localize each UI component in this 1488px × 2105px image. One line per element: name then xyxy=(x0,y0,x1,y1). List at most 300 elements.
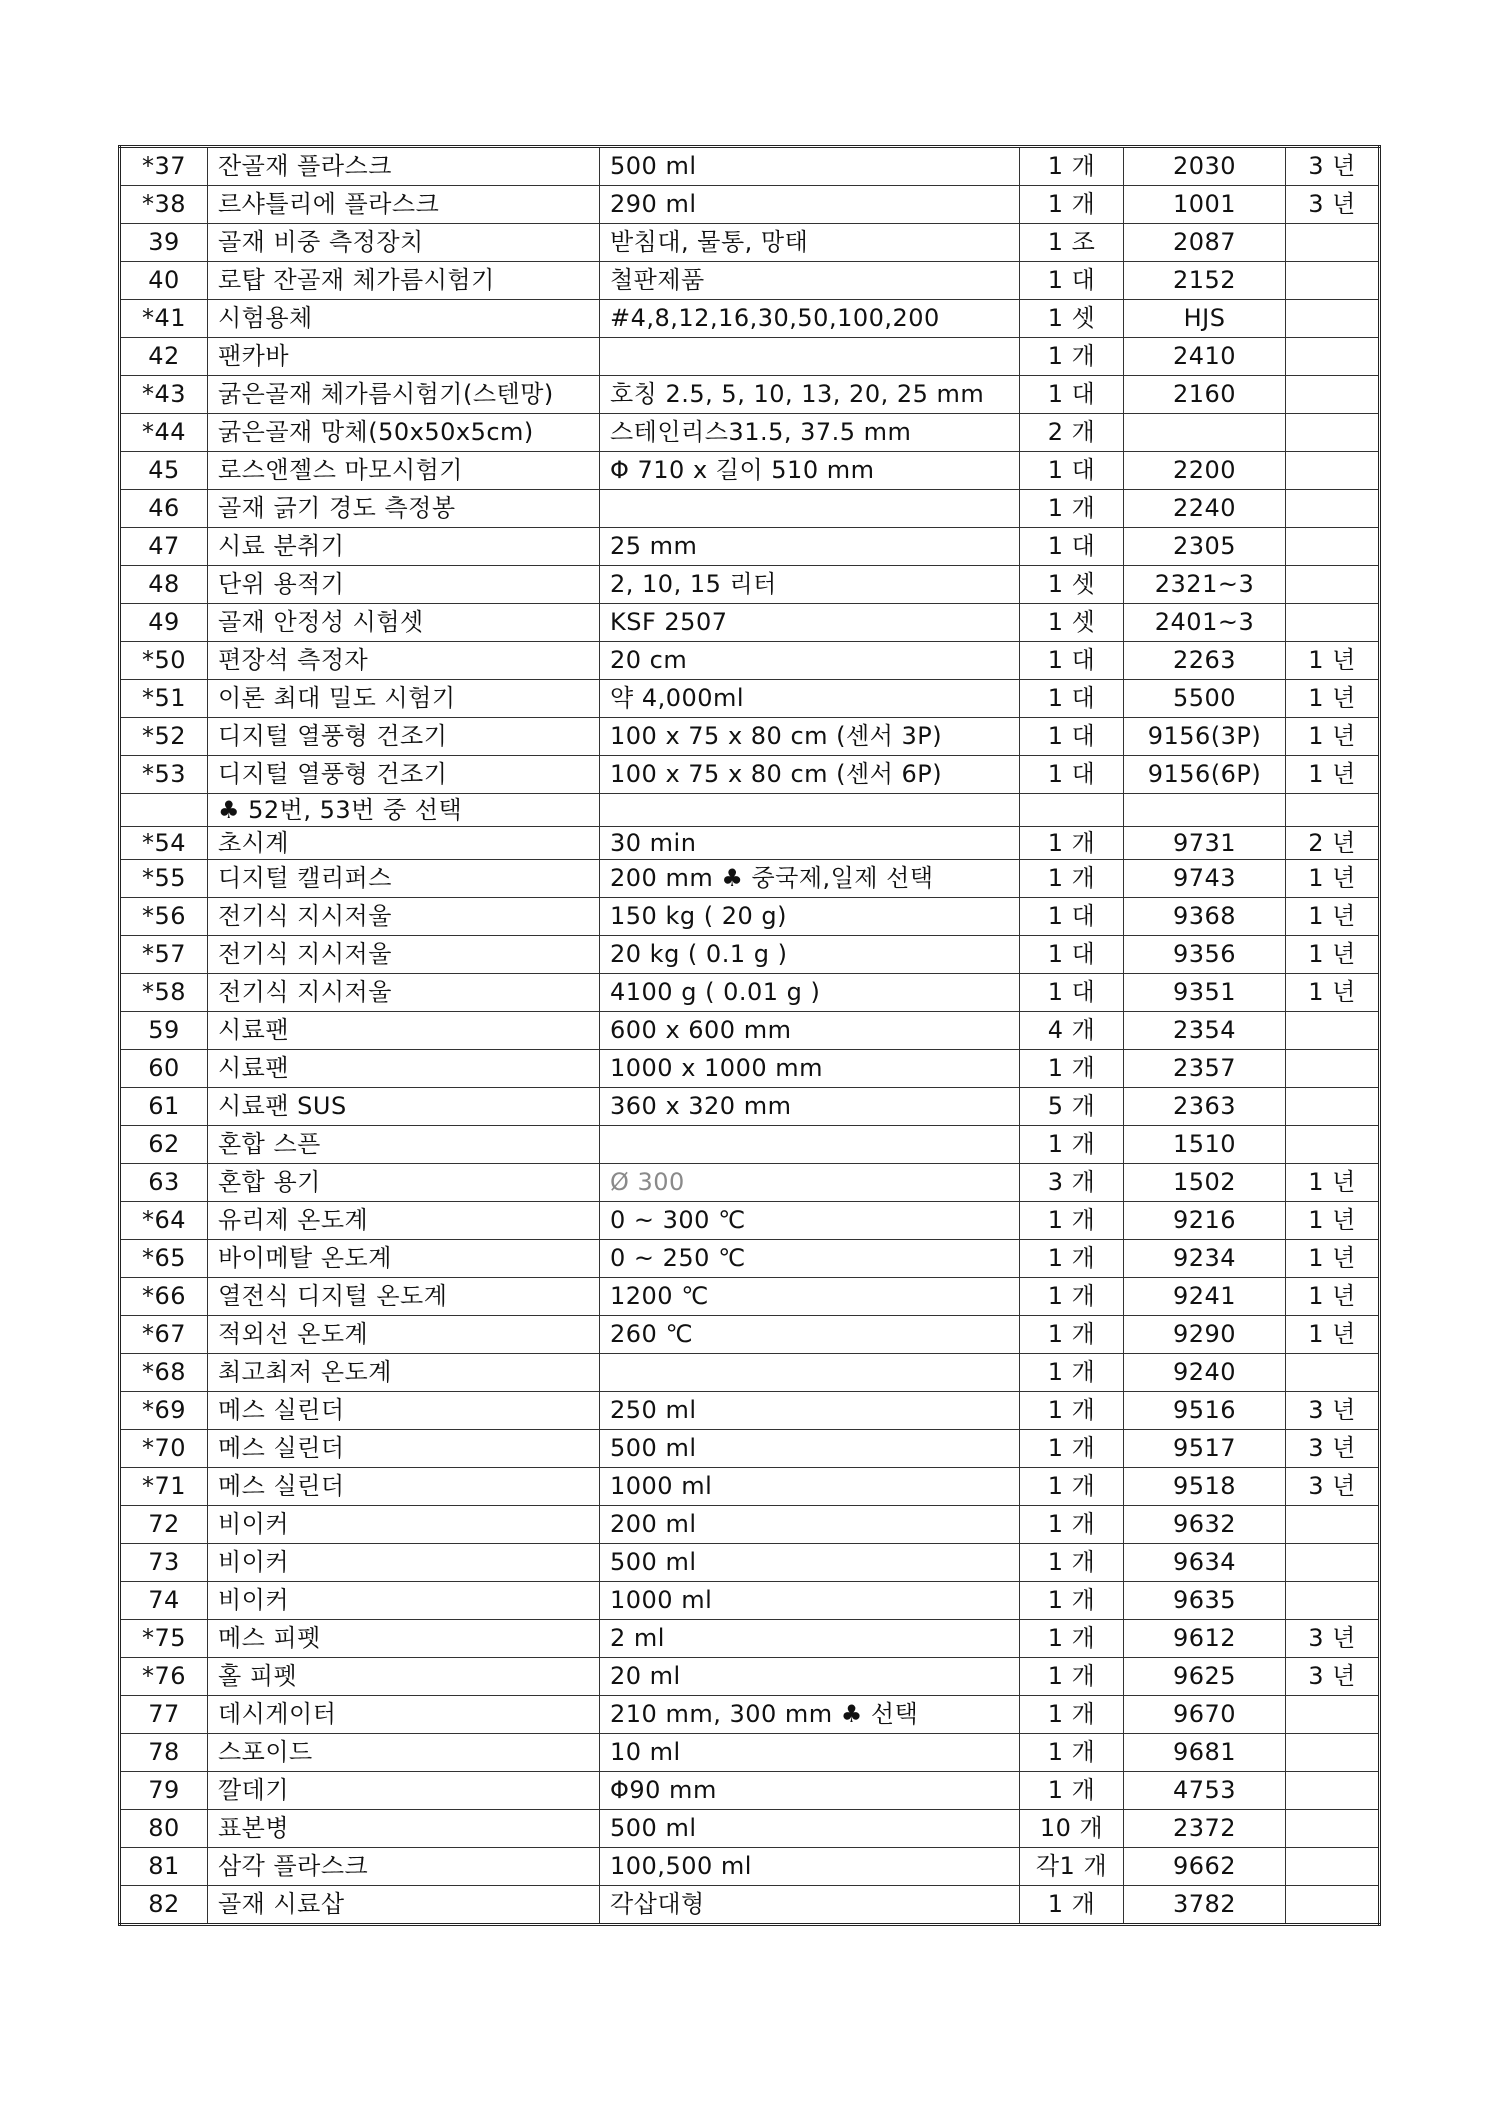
item-code-cell: 3782 xyxy=(1124,1886,1286,1925)
table-row xyxy=(120,1392,1380,1430)
item-name-cell: 르샤틀리에 플라스크 xyxy=(208,186,600,224)
item-name-cell: 비이커 xyxy=(208,1506,600,1544)
item-calibration-cycle-cell: 3 년 xyxy=(1286,1468,1380,1506)
item-quantity-cell: 1 대 xyxy=(1020,528,1124,566)
item-spec-cell: 100 x 75 x 80 cm (센서 6P) xyxy=(600,756,1020,794)
table-row xyxy=(120,1696,1380,1734)
item-calibration-cycle-cell xyxy=(1286,1012,1380,1050)
item-name-cell: 디지털 열풍형 건조기 xyxy=(208,756,600,794)
item-spec-cell: KSF 2507 xyxy=(600,604,1020,642)
item-quantity-cell: 1 대 xyxy=(1020,262,1124,300)
table-row xyxy=(120,974,1380,1012)
item-number-cell: 78 xyxy=(120,1734,208,1772)
table-row xyxy=(120,642,1380,680)
item-calibration-cycle-cell xyxy=(1286,1734,1380,1772)
item-number-cell: *68 xyxy=(120,1354,208,1392)
table-row xyxy=(120,338,1380,376)
item-name-cell: 시험용체 xyxy=(208,300,600,338)
item-quantity-cell: 1 조 xyxy=(1020,224,1124,262)
item-calibration-cycle-cell: 1 년 xyxy=(1286,1240,1380,1278)
item-spec-cell: 1000 ml xyxy=(600,1468,1020,1506)
item-name-cell: 초시계 xyxy=(208,827,600,860)
item-calibration-cycle-cell: 1 년 xyxy=(1286,974,1380,1012)
item-spec-cell: 2, 10, 15 리터 xyxy=(600,566,1020,604)
table-row xyxy=(120,186,1380,224)
table-row xyxy=(120,1050,1380,1088)
item-name-cell: 굵은골재 체가름시험기(스텐망) xyxy=(208,376,600,414)
item-quantity-cell: 10 개 xyxy=(1020,1810,1124,1848)
item-spec-cell: 2 ml xyxy=(600,1620,1020,1658)
item-spec-cell: 200 ml xyxy=(600,1506,1020,1544)
table-row xyxy=(120,1202,1380,1240)
item-calibration-cycle-cell: 3 년 xyxy=(1286,1392,1380,1430)
table-row xyxy=(120,1354,1380,1392)
item-calibration-cycle-cell: 3 년 xyxy=(1286,1658,1380,1696)
item-code-cell: 9517 xyxy=(1124,1430,1286,1468)
item-quantity-cell: 1 개 xyxy=(1020,147,1124,186)
item-number-cell: 39 xyxy=(120,224,208,262)
item-calibration-cycle-cell xyxy=(1286,566,1380,604)
item-code-cell: 2160 xyxy=(1124,376,1286,414)
item-quantity-cell: 1 개 xyxy=(1020,1392,1124,1430)
item-number-cell: *55 xyxy=(120,860,208,898)
item-spec-cell: 500 ml xyxy=(600,1430,1020,1468)
item-code-cell: 1510 xyxy=(1124,1126,1286,1164)
item-name-cell: 메스 실린더 xyxy=(208,1468,600,1506)
item-code-cell: 9216 xyxy=(1124,1202,1286,1240)
item-spec-cell: 250 ml xyxy=(600,1392,1020,1430)
item-number-cell: *65 xyxy=(120,1240,208,1278)
item-name-cell: 스포이드 xyxy=(208,1734,600,1772)
item-quantity-cell: 1 대 xyxy=(1020,680,1124,718)
item-code-cell: 9612 xyxy=(1124,1620,1286,1658)
item-number-cell: *44 xyxy=(120,414,208,452)
item-spec-cell: 1000 ml xyxy=(600,1582,1020,1620)
item-calibration-cycle-cell: 3 년 xyxy=(1286,186,1380,224)
item-code-cell: 9681 xyxy=(1124,1734,1286,1772)
item-code-cell: 2305 xyxy=(1124,528,1286,566)
item-spec-cell: 200 mm ♣ 중국제,일제 선택 xyxy=(600,860,1020,898)
item-code-cell: 5500 xyxy=(1124,680,1286,718)
item-code-cell: 9635 xyxy=(1124,1582,1286,1620)
item-calibration-cycle-cell: 1 년 xyxy=(1286,860,1380,898)
table-row xyxy=(120,1734,1380,1772)
table-row xyxy=(120,1886,1380,1925)
item-code-cell: 9240 xyxy=(1124,1354,1286,1392)
item-code-cell: 9518 xyxy=(1124,1468,1286,1506)
item-quantity-cell: 1 개 xyxy=(1020,1658,1124,1696)
table-row xyxy=(120,1088,1380,1126)
table-row xyxy=(120,680,1380,718)
item-calibration-cycle-cell: 1 년 xyxy=(1286,936,1380,974)
item-number-cell: 77 xyxy=(120,1696,208,1734)
table-row xyxy=(120,1164,1380,1202)
item-quantity-cell: 1 개 xyxy=(1020,338,1124,376)
item-name-cell: ♣ 52번, 53번 중 선택 xyxy=(208,794,600,827)
item-calibration-cycle-cell xyxy=(1286,1544,1380,1582)
item-calibration-cycle-cell xyxy=(1286,262,1380,300)
item-spec-cell: 1200 ℃ xyxy=(600,1278,1020,1316)
item-name-cell: 골재 안정성 시험셋 xyxy=(208,604,600,642)
item-name-cell: 열전식 디지털 온도계 xyxy=(208,1278,600,1316)
item-number-cell: *70 xyxy=(120,1430,208,1468)
item-number-cell: *41 xyxy=(120,300,208,338)
item-quantity-cell: 1 개 xyxy=(1020,1354,1124,1392)
item-name-cell: 혼합 용기 xyxy=(208,1164,600,1202)
item-number-cell: 61 xyxy=(120,1088,208,1126)
item-calibration-cycle-cell xyxy=(1286,1354,1380,1392)
item-name-cell: 시료팬 xyxy=(208,1012,600,1050)
item-code-cell: 2030 xyxy=(1124,147,1286,186)
item-quantity-cell: 1 개 xyxy=(1020,860,1124,898)
item-code-cell: 2240 xyxy=(1124,490,1286,528)
item-calibration-cycle-cell xyxy=(1286,338,1380,376)
table-row xyxy=(120,300,1380,338)
item-code-cell: 9241 xyxy=(1124,1278,1286,1316)
table-row xyxy=(120,827,1380,860)
item-code-cell: 9156(3P) xyxy=(1124,718,1286,756)
item-spec-cell: 360 x 320 mm xyxy=(600,1088,1020,1126)
item-calibration-cycle-cell xyxy=(1286,1582,1380,1620)
table-row xyxy=(120,528,1380,566)
item-spec-cell: 500 ml xyxy=(600,1810,1020,1848)
item-calibration-cycle-cell xyxy=(1286,1506,1380,1544)
item-quantity-cell: 3 개 xyxy=(1020,1164,1124,1202)
item-calibration-cycle-cell: 3 년 xyxy=(1286,1430,1380,1468)
item-quantity-cell: 1 개 xyxy=(1020,490,1124,528)
item-quantity-cell: 4 개 xyxy=(1020,1012,1124,1050)
item-number-cell: *64 xyxy=(120,1202,208,1240)
item-number-cell: *54 xyxy=(120,827,208,860)
item-name-cell: 디지털 열풍형 건조기 xyxy=(208,718,600,756)
item-name-cell: 팬카바 xyxy=(208,338,600,376)
item-number-cell: *53 xyxy=(120,756,208,794)
item-quantity-cell: 1 셋 xyxy=(1020,604,1124,642)
table-row xyxy=(120,1582,1380,1620)
item-calibration-cycle-cell xyxy=(1286,1810,1380,1848)
table-row xyxy=(120,860,1380,898)
item-spec-cell xyxy=(600,1354,1020,1392)
item-calibration-cycle-cell: 1 년 xyxy=(1286,642,1380,680)
item-name-cell: 깔데기 xyxy=(208,1772,600,1810)
item-number-cell: 59 xyxy=(120,1012,208,1050)
item-spec-cell: Φ90 mm xyxy=(600,1772,1020,1810)
item-calibration-cycle-cell xyxy=(1286,1696,1380,1734)
item-number-cell: *52 xyxy=(120,718,208,756)
item-name-cell: 시료 분취기 xyxy=(208,528,600,566)
item-quantity-cell: 1 셋 xyxy=(1020,566,1124,604)
item-calibration-cycle-cell xyxy=(1286,414,1380,452)
item-spec-cell: 260 ℃ xyxy=(600,1316,1020,1354)
item-calibration-cycle-cell xyxy=(1286,1126,1380,1164)
item-spec-cell: 210 mm, 300 mm ♣ 선택 xyxy=(600,1696,1020,1734)
item-quantity-cell: 1 셋 xyxy=(1020,300,1124,338)
item-number-cell: 62 xyxy=(120,1126,208,1164)
item-name-cell: 로스앤젤스 마모시험기 xyxy=(208,452,600,490)
item-code-cell xyxy=(1124,414,1286,452)
item-spec-cell: Φ 710 x 길이 510 mm xyxy=(600,452,1020,490)
item-number-cell: *37 xyxy=(120,147,208,186)
item-quantity-cell: 1 대 xyxy=(1020,642,1124,680)
item-code-cell: 9625 xyxy=(1124,1658,1286,1696)
item-number-cell: *66 xyxy=(120,1278,208,1316)
item-name-cell: 골재 긁기 경도 측정봉 xyxy=(208,490,600,528)
item-quantity-cell: 1 개 xyxy=(1020,1240,1124,1278)
item-name-cell: 메스 실린더 xyxy=(208,1430,600,1468)
item-name-cell: 시료팬 xyxy=(208,1050,600,1088)
item-code-cell: 9356 xyxy=(1124,936,1286,974)
item-code-cell: 2087 xyxy=(1124,224,1286,262)
item-calibration-cycle-cell xyxy=(1286,1848,1380,1886)
table-row xyxy=(120,604,1380,642)
table-row xyxy=(120,1658,1380,1696)
table-row xyxy=(120,1810,1380,1848)
item-calibration-cycle-cell: 1 년 xyxy=(1286,1202,1380,1240)
table-row xyxy=(120,1278,1380,1316)
table-row xyxy=(120,566,1380,604)
item-quantity-cell: 1 개 xyxy=(1020,1886,1124,1925)
item-spec-cell: 0 ~ 300 ℃ xyxy=(600,1202,1020,1240)
item-quantity-cell: 1 개 xyxy=(1020,186,1124,224)
item-quantity-cell: 1 대 xyxy=(1020,936,1124,974)
item-quantity-cell: 1 개 xyxy=(1020,1772,1124,1810)
item-code-cell: 2321~3 xyxy=(1124,566,1286,604)
item-code-cell: 2263 xyxy=(1124,642,1286,680)
item-code-cell: 4753 xyxy=(1124,1772,1286,1810)
item-spec-cell: 100,500 ml xyxy=(600,1848,1020,1886)
item-quantity-cell: 1 대 xyxy=(1020,974,1124,1012)
item-quantity-cell: 1 개 xyxy=(1020,1620,1124,1658)
item-quantity-cell: 1 개 xyxy=(1020,1202,1124,1240)
item-name-cell: 메스 피펫 xyxy=(208,1620,600,1658)
item-calibration-cycle-cell xyxy=(1286,794,1380,827)
table-row xyxy=(120,1544,1380,1582)
item-number-cell: 63 xyxy=(120,1164,208,1202)
item-quantity-cell: 1 대 xyxy=(1020,756,1124,794)
item-name-cell: 굵은골재 망체(50x50x5cm) xyxy=(208,414,600,452)
item-code-cell: 1502 xyxy=(1124,1164,1286,1202)
table-row xyxy=(120,1506,1380,1544)
item-spec-cell: 호칭 2.5, 5, 10, 13, 20, 25 mm xyxy=(600,376,1020,414)
table-row xyxy=(120,1240,1380,1278)
item-number-cell: *69 xyxy=(120,1392,208,1430)
item-name-cell: 메스 실린더 xyxy=(208,1392,600,1430)
item-calibration-cycle-cell: 1 년 xyxy=(1286,718,1380,756)
item-name-cell: 전기식 지시저울 xyxy=(208,898,600,936)
item-code-cell: 9234 xyxy=(1124,1240,1286,1278)
item-spec-cell: 0 ~ 250 ℃ xyxy=(600,1240,1020,1278)
item-name-cell: 잔골재 플라스크 xyxy=(208,147,600,186)
item-spec-cell xyxy=(600,1126,1020,1164)
item-quantity-cell: 1 개 xyxy=(1020,1506,1124,1544)
item-name-cell: 유리제 온도계 xyxy=(208,1202,600,1240)
table-row xyxy=(120,452,1380,490)
table-row xyxy=(120,718,1380,756)
item-name-cell: 바이메탈 온도계 xyxy=(208,1240,600,1278)
item-code-cell: 9731 xyxy=(1124,827,1286,860)
item-code-cell: 9634 xyxy=(1124,1544,1286,1582)
table-row xyxy=(120,756,1380,794)
item-spec-cell: 받침대, 물통, 망태 xyxy=(600,224,1020,262)
table-row xyxy=(120,1468,1380,1506)
item-number-cell: 73 xyxy=(120,1544,208,1582)
item-name-cell: 혼합 스픈 xyxy=(208,1126,600,1164)
item-quantity-cell: 1 개 xyxy=(1020,1278,1124,1316)
item-quantity-cell: 1 개 xyxy=(1020,1316,1124,1354)
item-spec-cell: 150 kg ( 20 g) xyxy=(600,898,1020,936)
item-code-cell: 9156(6P) xyxy=(1124,756,1286,794)
item-spec-cell: 철판제품 xyxy=(600,262,1020,300)
item-calibration-cycle-cell xyxy=(1286,1050,1380,1088)
item-name-cell: 적외선 온도계 xyxy=(208,1316,600,1354)
item-quantity-cell: 2 개 xyxy=(1020,414,1124,452)
item-number-cell: 80 xyxy=(120,1810,208,1848)
item-spec-cell: 25 mm xyxy=(600,528,1020,566)
item-code-cell: 2363 xyxy=(1124,1088,1286,1126)
item-number-cell: 47 xyxy=(120,528,208,566)
item-spec-cell: 100 x 75 x 80 cm (센서 3P) xyxy=(600,718,1020,756)
equipment-list-sheet xyxy=(118,145,1378,1926)
item-number-cell: *50 xyxy=(120,642,208,680)
item-code-cell: 2410 xyxy=(1124,338,1286,376)
table-row xyxy=(120,1126,1380,1164)
item-spec-cell: 약 4,000ml xyxy=(600,680,1020,718)
item-code-cell: 2354 xyxy=(1124,1012,1286,1050)
item-code-cell: 2357 xyxy=(1124,1050,1286,1088)
item-quantity-cell xyxy=(1020,794,1124,827)
item-code-cell xyxy=(1124,794,1286,827)
item-name-cell: 전기식 지시저울 xyxy=(208,974,600,1012)
item-spec-cell xyxy=(600,490,1020,528)
item-calibration-cycle-cell xyxy=(1286,1886,1380,1925)
item-calibration-cycle-cell: 1 년 xyxy=(1286,1278,1380,1316)
item-spec-cell: 1000 x 1000 mm xyxy=(600,1050,1020,1088)
item-name-cell: 최고최저 온도계 xyxy=(208,1354,600,1392)
item-number-cell: 81 xyxy=(120,1848,208,1886)
item-calibration-cycle-cell: 1 년 xyxy=(1286,680,1380,718)
item-number-cell: 72 xyxy=(120,1506,208,1544)
item-calibration-cycle-cell xyxy=(1286,1088,1380,1126)
item-name-cell: 비이커 xyxy=(208,1582,600,1620)
item-number-cell: *67 xyxy=(120,1316,208,1354)
item-calibration-cycle-cell: 3 년 xyxy=(1286,1620,1380,1658)
item-quantity-cell: 1 개 xyxy=(1020,1696,1124,1734)
item-number-cell: *75 xyxy=(120,1620,208,1658)
item-spec-cell: 20 ml xyxy=(600,1658,1020,1696)
item-spec-cell: 20 cm xyxy=(600,642,1020,680)
item-number-cell: 74 xyxy=(120,1582,208,1620)
item-code-cell: 9368 xyxy=(1124,898,1286,936)
item-spec-cell: #4,8,12,16,30,50,100,200 xyxy=(600,300,1020,338)
item-name-cell: 이론 최대 밀도 시험기 xyxy=(208,680,600,718)
table-row xyxy=(120,794,1380,827)
item-quantity-cell: 1 개 xyxy=(1020,827,1124,860)
table-row xyxy=(120,1772,1380,1810)
item-calibration-cycle-cell xyxy=(1286,376,1380,414)
item-spec-cell xyxy=(600,794,1020,827)
item-calibration-cycle-cell: 1 년 xyxy=(1286,1164,1380,1202)
item-name-cell: 비이커 xyxy=(208,1544,600,1582)
item-quantity-cell: 1 대 xyxy=(1020,452,1124,490)
item-spec-cell: 스테인리스31.5, 37.5 mm xyxy=(600,414,1020,452)
item-number-cell: 48 xyxy=(120,566,208,604)
equipment-table xyxy=(118,145,1381,1926)
item-calibration-cycle-cell: 1 년 xyxy=(1286,1316,1380,1354)
item-quantity-cell: 1 대 xyxy=(1020,898,1124,936)
item-number-cell: 79 xyxy=(120,1772,208,1810)
item-calibration-cycle-cell xyxy=(1286,452,1380,490)
item-spec-cell: 30 min xyxy=(600,827,1020,860)
item-spec-cell: 290 ml xyxy=(600,186,1020,224)
item-code-cell: 9516 xyxy=(1124,1392,1286,1430)
item-number-cell: *56 xyxy=(120,898,208,936)
item-calibration-cycle-cell: 3 년 xyxy=(1286,147,1380,186)
item-quantity-cell: 1 개 xyxy=(1020,1544,1124,1582)
item-quantity-cell: 1 개 xyxy=(1020,1126,1124,1164)
item-code-cell: 9351 xyxy=(1124,974,1286,1012)
item-name-cell: 단위 용적기 xyxy=(208,566,600,604)
item-code-cell: 2200 xyxy=(1124,452,1286,490)
item-number-cell xyxy=(120,794,208,827)
table-row xyxy=(120,1012,1380,1050)
table-row xyxy=(120,147,1380,186)
item-calibration-cycle-cell xyxy=(1286,224,1380,262)
item-spec-cell: 10 ml xyxy=(600,1734,1020,1772)
item-number-cell: *58 xyxy=(120,974,208,1012)
item-name-cell: 시료팬 SUS xyxy=(208,1088,600,1126)
item-code-cell: 9743 xyxy=(1124,860,1286,898)
table-row xyxy=(120,490,1380,528)
item-calibration-cycle-cell xyxy=(1286,604,1380,642)
item-calibration-cycle-cell xyxy=(1286,528,1380,566)
item-spec-cell: 20 kg ( 0.1 g ) xyxy=(600,936,1020,974)
item-quantity-cell: 1 개 xyxy=(1020,1468,1124,1506)
item-number-cell: *43 xyxy=(120,376,208,414)
item-code-cell: 2152 xyxy=(1124,262,1286,300)
table-row xyxy=(120,1620,1380,1658)
item-spec-cell: 500 ml xyxy=(600,1544,1020,1582)
table-row xyxy=(120,1316,1380,1354)
table-row xyxy=(120,414,1380,452)
item-code-cell: 9290 xyxy=(1124,1316,1286,1354)
item-number-cell: *38 xyxy=(120,186,208,224)
item-name-cell: 골재 비중 측정장치 xyxy=(208,224,600,262)
item-quantity-cell: 1 개 xyxy=(1020,1582,1124,1620)
item-quantity-cell: 1 개 xyxy=(1020,1430,1124,1468)
table-row xyxy=(120,1848,1380,1886)
item-name-cell: 골재 시료삽 xyxy=(208,1886,600,1925)
item-name-cell: 홀 피펫 xyxy=(208,1658,600,1696)
table-row xyxy=(120,376,1380,414)
item-code-cell: HJS xyxy=(1124,300,1286,338)
item-name-cell: 데시게이터 xyxy=(208,1696,600,1734)
item-spec-cell xyxy=(600,338,1020,376)
item-spec-cell: 600 x 600 mm xyxy=(600,1012,1020,1050)
table-row xyxy=(120,262,1380,300)
item-name-cell: 편장석 측정자 xyxy=(208,642,600,680)
item-code-cell: 2372 xyxy=(1124,1810,1286,1848)
item-code-cell: 9632 xyxy=(1124,1506,1286,1544)
item-number-cell: *76 xyxy=(120,1658,208,1696)
item-quantity-cell: 1 대 xyxy=(1020,718,1124,756)
item-name-cell: 전기식 지시저울 xyxy=(208,936,600,974)
item-name-cell: 디지털 캘리퍼스 xyxy=(208,860,600,898)
item-number-cell: 82 xyxy=(120,1886,208,1925)
item-code-cell: 9670 xyxy=(1124,1696,1286,1734)
item-calibration-cycle-cell: 2 년 xyxy=(1286,827,1380,860)
table-row xyxy=(120,936,1380,974)
item-name-cell: 삼각 플라스크 xyxy=(208,1848,600,1886)
